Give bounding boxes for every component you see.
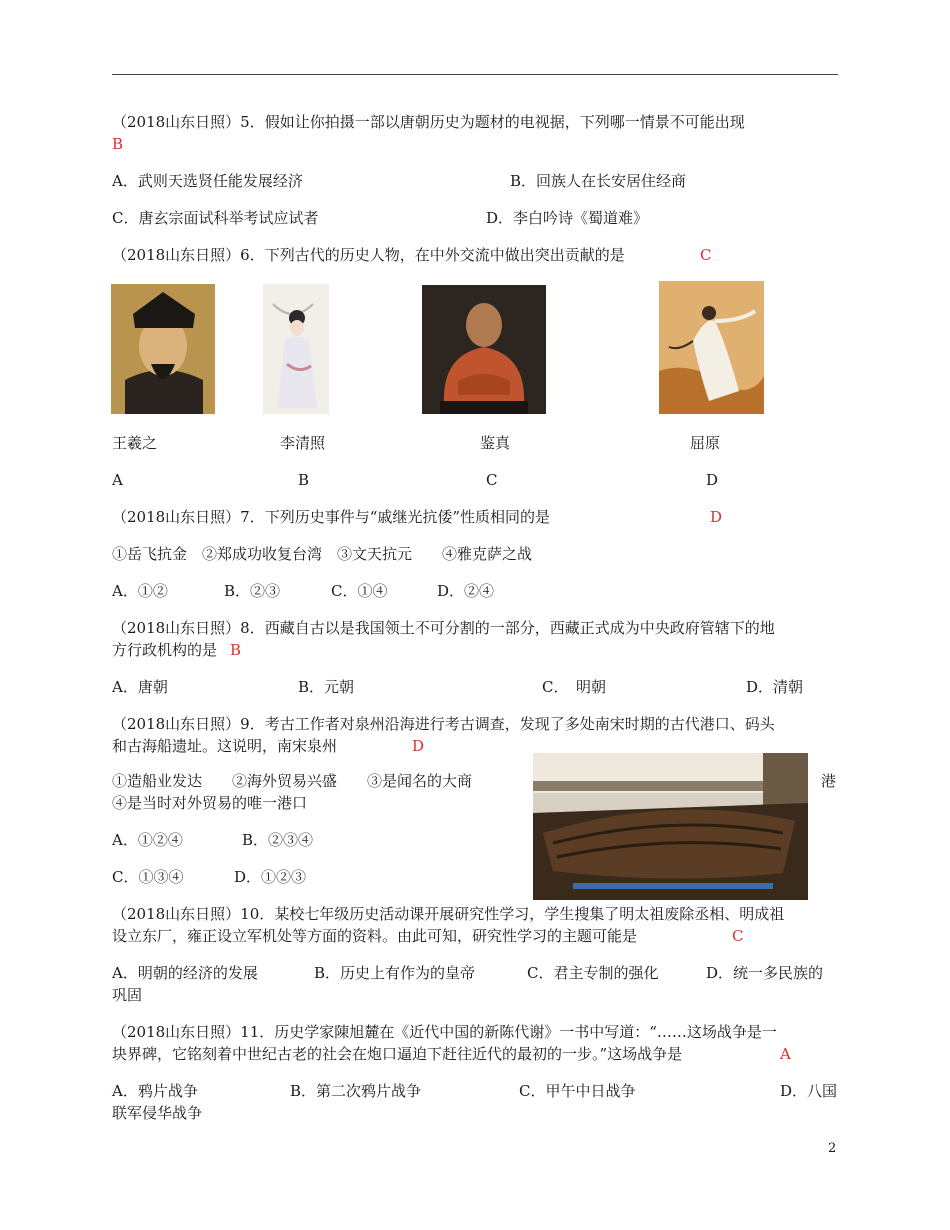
q8-stem-line1: （2018山东日照）8．西藏自古以是我国领土不可分割的一部分，西藏正式成为中央政府管辖下的地 xyxy=(112,619,775,637)
q9-items-line1-end: 港 xyxy=(821,772,837,790)
q11-answer: A xyxy=(780,1045,791,1063)
q10-option-d: D．统一多民族的 xyxy=(706,964,824,982)
q11-option-d: D．八国 xyxy=(780,1082,838,1100)
q8-option-d: D．清朝 xyxy=(746,678,804,696)
q11-option-c: C．甲午中日战争 xyxy=(519,1082,636,1100)
q9-stem-line1: （2018山东日照）9．考古工作者对泉州沿海进行考古调查，发现了多处南宋时期的古代港口、码头 xyxy=(112,715,775,733)
q8-option-a: A．唐朝 xyxy=(112,678,168,696)
q8-option-b: B．元朝 xyxy=(298,678,355,696)
page-number: 2 xyxy=(828,1141,837,1156)
q11-option-d-continued: 联军侵华战争 xyxy=(112,1104,203,1122)
q8-option-c: C． 明朝 xyxy=(542,678,606,696)
q11-stem-line1: （2018山东日照）11．历史学家陳旭麓在《近代中国的新陈代谢》一书中写道：“……这场战争是一 xyxy=(112,1023,777,1041)
q7-option-d: D．②④ xyxy=(437,582,495,600)
q5-answer: B xyxy=(112,135,124,153)
q10-answer: C xyxy=(732,927,744,945)
q9-items-line2: ④是当时对外贸易的唯一港口 xyxy=(112,794,308,812)
header-rule xyxy=(112,74,838,75)
q8-answer: B xyxy=(230,641,242,659)
q6-figure-name-a: 王羲之 xyxy=(112,434,158,452)
q7-option-b: B．②③ xyxy=(224,582,281,600)
statue-jianzhen xyxy=(422,285,546,414)
q6-answer: C xyxy=(700,246,712,264)
q6-figure-letter-c: C xyxy=(486,471,498,489)
q9-items-line1: ①造船业发达 ②海外贸易兴盛 ③是闻名的大商 xyxy=(112,772,473,790)
q10-stem-line2: 设立东厂，雍正设立军机处等方面的资料。由此可知，研究性学习的主题可能是 xyxy=(112,927,638,945)
q6-stem: （2018山东日照）6．下列古代的历史人物，在中外交流中做出突出贡献的是 xyxy=(112,246,625,264)
q10-option-a: A．明朝的经济的发展 xyxy=(112,964,258,982)
q11-stem-line2: 块界碑，它铭刻着中世纪古老的社会在炮口逼迫下赶往近代的最初的一步。”这场战争是 xyxy=(112,1045,683,1063)
q10-option-d-continued: 巩固 xyxy=(112,986,143,1004)
q5-option-d: D．李白吟诗《蜀道难》 xyxy=(486,209,649,227)
photo-ancient-ship xyxy=(533,753,808,900)
portrait-li-qingzhao xyxy=(263,284,329,414)
q6-figure-name-b: 李清照 xyxy=(280,434,326,452)
portrait-wang-xizhi xyxy=(111,284,215,414)
q5-option-a: A．武则天选贤任能发展经济 xyxy=(112,172,303,190)
q10-option-b: B．历史上有作为的皇帝 xyxy=(314,964,476,982)
q6-figure-name-d: 屈原 xyxy=(690,434,721,452)
q9-option-d: D．①②③ xyxy=(234,868,307,886)
q9-stem-line2: 和古海船遗址。这说明，南宋泉州 xyxy=(112,737,338,755)
q9-option-c: C．①③④ xyxy=(112,868,184,886)
q9-answer: D xyxy=(412,737,425,755)
q7-option-a: A．①② xyxy=(112,582,168,600)
q6-figure-letter-d: D xyxy=(706,471,719,489)
q9-option-a: A．①②④ xyxy=(112,831,183,849)
q5-stem: （2018山东日照）5．假如让你拍摄一部以唐朝历史为题材的电视据，下列哪一情景不可能出现 xyxy=(112,113,745,131)
q7-stem: （2018山东日照）7．下列历史事件与“戚继光抗倭”性质相同的是 xyxy=(112,508,551,526)
q11-option-b: B．第二次鸦片战争 xyxy=(290,1082,422,1100)
q11-option-a: A．鸦片战争 xyxy=(112,1082,198,1100)
q7-items: ①岳飞抗金 ②郑成功收复台湾 ③文天抗元 ④雅克萨之战 xyxy=(112,545,533,563)
q9-option-b: B．②③④ xyxy=(242,831,314,849)
q8-stem-line2: 方行政机构的是 xyxy=(112,641,218,659)
q6-figure-letter-b: B xyxy=(298,471,310,489)
portrait-qu-yuan xyxy=(659,281,764,414)
q10-stem-line1: （2018山东日照）10．某校七年级历史活动课开展研究性学习，学生搜集了明太祖废除丞相、明成祖 xyxy=(112,905,785,923)
q6-figure-letter-a: A xyxy=(112,471,123,489)
q7-answer: D xyxy=(710,508,723,526)
q6-figure-name-c: 鉴真 xyxy=(480,434,511,452)
q10-option-c: C．君主专制的强化 xyxy=(527,964,659,982)
q7-option-c: C．①④ xyxy=(331,582,388,600)
q5-option-c: C．唐玄宗面试科举考试应试者 xyxy=(112,209,319,227)
q5-option-b: B．回族人在长安居住经商 xyxy=(510,172,687,190)
